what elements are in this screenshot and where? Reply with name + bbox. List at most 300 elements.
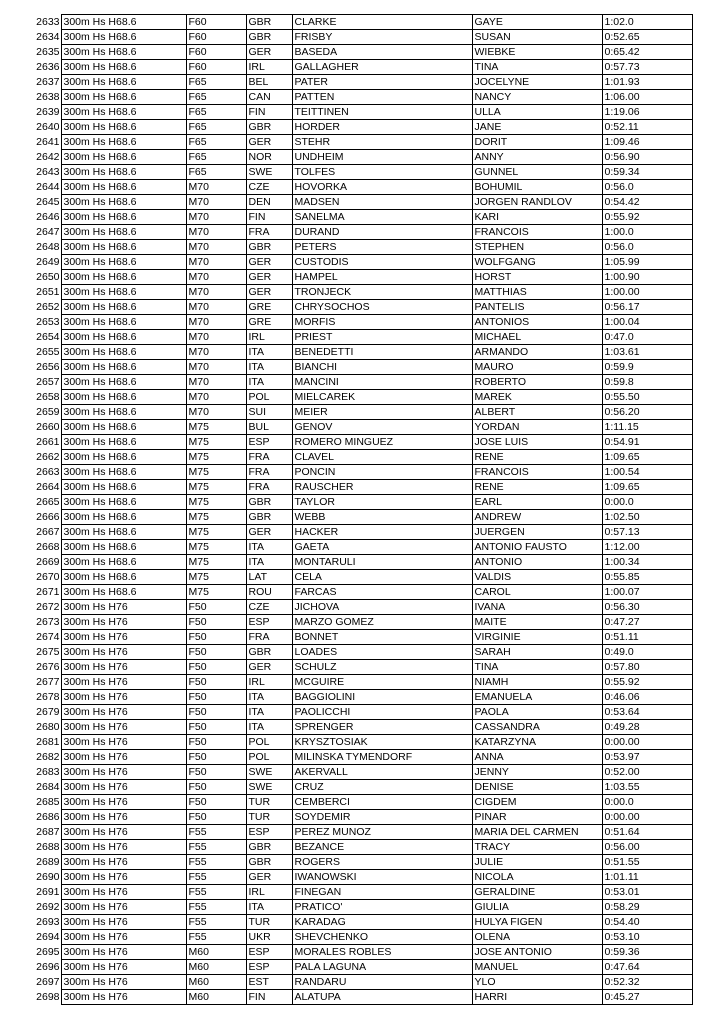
event-cell: 300m Hs H68.6 [61,210,186,225]
row-number-cell: 2683 [36,766,60,778]
first-name-cell: ARMANDO [472,345,602,360]
row-number-cell: 2698 [36,991,60,1003]
country-cell: ESP [246,825,292,840]
country-cell: CZE [246,180,292,195]
event-cell: 300m Hs H76 [61,675,186,690]
time-cell: 1:00.07 [602,585,692,600]
first-name-cell: HORST [472,270,602,285]
age-category-cell: F65 [186,120,246,135]
first-name-cell: EMANUELA [472,690,602,705]
event-cell: 300m Hs H68.6 [61,465,186,480]
table-row [28,165,692,180]
age-category-cell: F60 [186,15,246,30]
time-cell: 0:00.0 [602,795,692,810]
event-cell: 300m Hs H68.6 [61,150,186,165]
row-number-cell: 2695 [36,946,60,958]
event-cell: 300m Hs H76 [61,615,186,630]
surname-cell: HAMPEL [292,270,472,285]
first-name-cell: YLO [472,975,602,990]
event-cell: 300m Hs H76 [61,945,186,960]
age-category-cell: M75 [186,585,246,600]
age-category-cell: M70 [186,375,246,390]
first-name-cell: MANUEL [472,960,602,975]
country-cell: SWE [246,165,292,180]
age-category-cell: F50 [186,660,246,675]
surname-cell: MORALES ROBLES [292,945,472,960]
surname-cell: PRATICO' [292,900,472,915]
age-category-cell: M75 [186,570,246,585]
time-cell: 0:46.06 [602,690,692,705]
country-cell: IRL [246,885,292,900]
time-cell: 1:11.15 [602,420,692,435]
first-name-cell: PAOLA [472,705,602,720]
age-category-cell: M75 [186,555,246,570]
surname-cell: CUSTODIS [292,255,472,270]
country-cell: FIN [246,210,292,225]
age-category-cell: F50 [186,690,246,705]
surname-cell: WEBB [292,510,472,525]
time-cell: 0:59.8 [602,375,692,390]
age-category-cell: F50 [186,645,246,660]
time-cell: 0:56.00 [602,840,692,855]
age-category-cell: F55 [186,885,246,900]
age-category-cell: F65 [186,150,246,165]
age-category-cell: M75 [186,510,246,525]
time-cell: 0:00.00 [602,735,692,750]
time-cell: 0:00.0 [602,495,692,510]
age-category-cell: F65 [186,135,246,150]
row-number-cell: 2657 [36,376,60,388]
country-cell: FIN [246,990,292,1005]
table-row [28,600,692,615]
surname-cell: MEIER [292,405,472,420]
time-cell: 0:47.0 [602,330,692,345]
country-cell: GBR [246,240,292,255]
table-row [28,525,692,540]
event-cell: 300m Hs H76 [61,765,186,780]
country-cell: GBR [246,30,292,45]
table-row [28,15,692,30]
time-cell: 0:54.91 [602,435,692,450]
country-cell: FIN [246,105,292,120]
country-cell: POL [246,735,292,750]
event-cell: 300m Hs H68.6 [61,285,186,300]
table-row [28,405,692,420]
time-cell: 0:56.30 [602,600,692,615]
row-number-cell: 2660 [36,421,60,433]
row-number-cell: 2658 [36,391,60,403]
time-cell: 1:01.93 [602,75,692,90]
age-category-cell: F55 [186,825,246,840]
time-cell: 1:00.04 [602,315,692,330]
event-cell: 300m Hs H76 [61,720,186,735]
country-cell: GER [246,270,292,285]
country-cell: ITA [246,720,292,735]
age-category-cell: M60 [186,945,246,960]
age-category-cell: F50 [186,600,246,615]
country-cell: POL [246,750,292,765]
time-cell: 0:56.17 [602,300,692,315]
table-row [28,480,692,495]
surname-cell: ROMERO MINGUEZ [292,435,472,450]
age-category-cell: M75 [186,480,246,495]
time-cell: 0:54.42 [602,195,692,210]
time-cell: 1:03.55 [602,780,692,795]
event-cell: 300m Hs H68.6 [61,240,186,255]
surname-cell: PEREZ MUNOZ [292,825,472,840]
first-name-cell: VALDIS [472,570,602,585]
table-row [28,690,692,705]
time-cell: 1:09.46 [602,135,692,150]
country-cell: ROU [246,585,292,600]
row-number-cell: 2689 [36,856,60,868]
age-category-cell: F60 [186,60,246,75]
event-cell: 300m Hs H68.6 [61,30,186,45]
table-body [28,15,692,1005]
time-cell: 0:57.73 [602,60,692,75]
country-cell: CAN [246,90,292,105]
time-cell: 0:56.20 [602,405,692,420]
age-category-cell: M70 [186,270,246,285]
age-category-cell: F50 [186,780,246,795]
table-row [28,30,692,45]
surname-cell: MANCINI [292,375,472,390]
event-cell: 300m Hs H76 [61,930,186,945]
first-name-cell: JENNY [472,765,602,780]
table-row [28,255,692,270]
time-cell: 0:55.92 [602,210,692,225]
row-number-cell: 2651 [36,286,60,298]
surname-cell: KRYSZTOSIAK [292,735,472,750]
event-cell: 300m Hs H68.6 [61,360,186,375]
table-row [28,885,692,900]
surname-cell: HOVORKA [292,180,472,195]
row-number-cell: 2663 [36,466,60,478]
time-cell: 1:00.0 [602,225,692,240]
surname-cell: MILINSKA TYMENDORF [292,750,472,765]
row-number-cell: 2686 [36,811,60,823]
surname-cell: SCHULZ [292,660,472,675]
event-cell: 300m Hs H76 [61,705,186,720]
surname-cell: TAYLOR [292,495,472,510]
first-name-cell: MATTHIAS [472,285,602,300]
table-row [28,615,692,630]
table-row [28,960,692,975]
row-number-cell: 2670 [36,571,60,583]
age-category-cell: M75 [186,495,246,510]
event-cell: 300m Hs H68.6 [61,300,186,315]
country-cell: ITA [246,540,292,555]
surname-cell: SHEVCHENKO [292,930,472,945]
age-category-cell: F60 [186,30,246,45]
first-name-cell: OLENA [472,930,602,945]
country-cell: FRA [246,465,292,480]
surname-cell: AKERVALL [292,765,472,780]
time-cell: 0:47.27 [602,615,692,630]
time-cell: 0:52.00 [602,765,692,780]
first-name-cell: JORGEN RANDLOV [472,195,602,210]
first-name-cell: BOHUMIL [472,180,602,195]
country-cell: ESP [246,960,292,975]
time-cell: 1:02.50 [602,510,692,525]
first-name-cell: ALBERT [472,405,602,420]
age-category-cell: M70 [186,210,246,225]
surname-cell: STEHR [292,135,472,150]
surname-cell: CELA [292,570,472,585]
time-cell: 0:59.9 [602,360,692,375]
age-category-cell: F60 [186,45,246,60]
event-cell: 300m Hs H68.6 [61,510,186,525]
age-category-cell: M70 [186,360,246,375]
time-cell: 0:54.40 [602,915,692,930]
first-name-cell: JANE [472,120,602,135]
country-cell: ITA [246,900,292,915]
surname-cell: BASEDA [292,45,472,60]
time-cell: 0:47.64 [602,960,692,975]
row-number-cell: 2643 [36,166,60,178]
country-cell: GBR [246,495,292,510]
event-cell: 300m Hs H68.6 [61,585,186,600]
event-cell: 300m Hs H68.6 [61,390,186,405]
table-row [28,390,692,405]
time-cell: 1:06.00 [602,90,692,105]
first-name-cell: TINA [472,660,602,675]
time-cell: 0:56.0 [602,180,692,195]
table-row [28,345,692,360]
table-row [28,450,692,465]
row-number-cell: 2639 [36,106,60,118]
first-name-cell: ANNA [472,750,602,765]
first-name-cell: JOSE ANTONIO [472,945,602,960]
table-row [28,585,692,600]
age-category-cell: F65 [186,105,246,120]
age-category-cell: F65 [186,165,246,180]
row-number-cell: 2696 [36,961,60,973]
row-number-cell: 2668 [36,541,60,553]
first-name-cell: SARAH [472,645,602,660]
age-category-cell: F50 [186,630,246,645]
surname-cell: CLARKE [292,15,472,30]
first-name-cell: FRANCOIS [472,465,602,480]
age-category-cell: F50 [186,765,246,780]
age-category-cell: M70 [186,195,246,210]
country-cell: GBR [246,840,292,855]
country-cell: GBR [246,120,292,135]
table-row [28,210,692,225]
age-category-cell: F50 [186,750,246,765]
row-number-cell: 2679 [36,706,60,718]
row-number-cell: 2678 [36,691,60,703]
country-cell: FRA [246,480,292,495]
row-number-cell: 2635 [36,46,60,58]
table-row [28,540,692,555]
row-number-cell: 2697 [36,976,60,988]
country-cell: TUR [246,795,292,810]
event-cell: 300m Hs H68.6 [61,570,186,585]
table-row [28,225,692,240]
surname-cell: PAOLICCHI [292,705,472,720]
age-category-cell: F55 [186,915,246,930]
age-category-cell: M60 [186,975,246,990]
row-number-cell: 2634 [36,31,60,43]
event-cell: 300m Hs H68.6 [61,225,186,240]
table-row [28,780,692,795]
age-category-cell: F50 [186,675,246,690]
table-row [28,360,692,375]
time-cell: 1:09.65 [602,480,692,495]
surname-cell: FRISBY [292,30,472,45]
time-cell: 1:01.11 [602,870,692,885]
event-cell: 300m Hs H68.6 [61,45,186,60]
time-cell: 0:53.97 [602,750,692,765]
table-row [28,105,692,120]
time-cell: 1:19.06 [602,105,692,120]
row-number-cell: 2645 [36,196,60,208]
time-cell: 0:59.36 [602,945,692,960]
event-cell: 300m Hs H68.6 [61,345,186,360]
table-row [28,195,692,210]
event-cell: 300m Hs H68.6 [61,180,186,195]
table-row [28,180,692,195]
row-number-cell: 2667 [36,526,60,538]
age-category-cell: M70 [186,225,246,240]
surname-cell: TOLFES [292,165,472,180]
first-name-cell: FRANCOIS [472,225,602,240]
time-cell: 1:03.61 [602,345,692,360]
first-name-cell: DORIT [472,135,602,150]
surname-cell: SANELMA [292,210,472,225]
surname-cell: BIANCHI [292,360,472,375]
age-category-cell: F50 [186,735,246,750]
table-row [28,555,692,570]
table-row [28,120,692,135]
table-row [28,285,692,300]
row-number-cell: 2673 [36,616,60,628]
surname-cell: PRIEST [292,330,472,345]
row-number-cell: 2692 [36,901,60,913]
first-name-cell: VIRGINIE [472,630,602,645]
event-cell: 300m Hs H76 [61,855,186,870]
first-name-cell: MICHAEL [472,330,602,345]
event-cell: 300m Hs H68.6 [61,255,186,270]
event-cell: 300m Hs H76 [61,840,186,855]
country-cell: GBR [246,510,292,525]
age-category-cell: M70 [186,345,246,360]
event-cell: 300m Hs H76 [61,660,186,675]
age-category-cell: M70 [186,390,246,405]
table-row [28,810,692,825]
row-number-cell: 2662 [36,451,60,463]
table-row [28,915,692,930]
table-row [28,150,692,165]
event-cell: 300m Hs H68.6 [61,480,186,495]
country-cell: ESP [246,435,292,450]
surname-cell: CRUZ [292,780,472,795]
country-cell: SUI [246,405,292,420]
surname-cell: BAGGIOLINI [292,690,472,705]
country-cell: DEN [246,195,292,210]
first-name-cell: PINAR [472,810,602,825]
first-name-cell: CASSANDRA [472,720,602,735]
country-cell: BUL [246,420,292,435]
first-name-cell: ANTONIO FAUSTO [472,540,602,555]
time-cell: 0:51.11 [602,630,692,645]
table-row [28,855,692,870]
surname-cell: UNDHEIM [292,150,472,165]
table-row [28,660,692,675]
time-cell: 1:00.00 [602,285,692,300]
table-row [28,900,692,915]
age-category-cell: F55 [186,855,246,870]
first-name-cell: MAITE [472,615,602,630]
table-row [28,330,692,345]
age-category-cell: F50 [186,795,246,810]
country-cell: IRL [246,330,292,345]
country-cell: GRE [246,315,292,330]
table-row [28,495,692,510]
event-cell: 300m Hs H76 [61,690,186,705]
first-name-cell: ROBERTO [472,375,602,390]
surname-cell: PETERS [292,240,472,255]
country-cell: FRA [246,450,292,465]
row-number-cell: 2669 [36,556,60,568]
surname-cell: FINEGAN [292,885,472,900]
event-cell: 300m Hs H68.6 [61,375,186,390]
time-cell: 0:52.11 [602,120,692,135]
row-number-cell: 2646 [36,211,60,223]
age-category-cell: M70 [186,255,246,270]
country-cell: TUR [246,810,292,825]
surname-cell: BONNET [292,630,472,645]
country-cell: CZE [246,600,292,615]
country-cell: BEL [246,75,292,90]
table-row [28,705,692,720]
first-name-cell: JOCELYNE [472,75,602,90]
event-cell: 300m Hs H68.6 [61,195,186,210]
first-name-cell: ANTONIO [472,555,602,570]
table-row [28,510,692,525]
surname-cell: MADSEN [292,195,472,210]
first-name-cell: TRACY [472,840,602,855]
age-category-cell: M70 [186,315,246,330]
time-cell: 0:55.92 [602,675,692,690]
age-category-cell: F50 [186,615,246,630]
age-category-cell: M75 [186,450,246,465]
age-category-cell: F55 [186,900,246,915]
country-cell: UKR [246,930,292,945]
row-number-cell: 2654 [36,331,60,343]
event-cell: 300m Hs H76 [61,810,186,825]
surname-cell: HORDER [292,120,472,135]
country-cell: ITA [246,555,292,570]
event-cell: 300m Hs H68.6 [61,165,186,180]
time-cell: 0:55.50 [602,390,692,405]
row-number-cell: 2671 [36,586,60,598]
event-cell: 300m Hs H76 [61,870,186,885]
first-name-cell: CAROL [472,585,602,600]
age-category-cell: M75 [186,540,246,555]
row-number-cell: 2649 [36,256,60,268]
surname-cell: PONCIN [292,465,472,480]
time-cell: 1:00.90 [602,270,692,285]
first-name-cell: NIAMH [472,675,602,690]
row-number-cell: 2665 [36,496,60,508]
row-number-cell: 2691 [36,886,60,898]
age-category-cell: F65 [186,90,246,105]
age-category-cell: M75 [186,420,246,435]
table-row [28,870,692,885]
table-row [28,420,692,435]
